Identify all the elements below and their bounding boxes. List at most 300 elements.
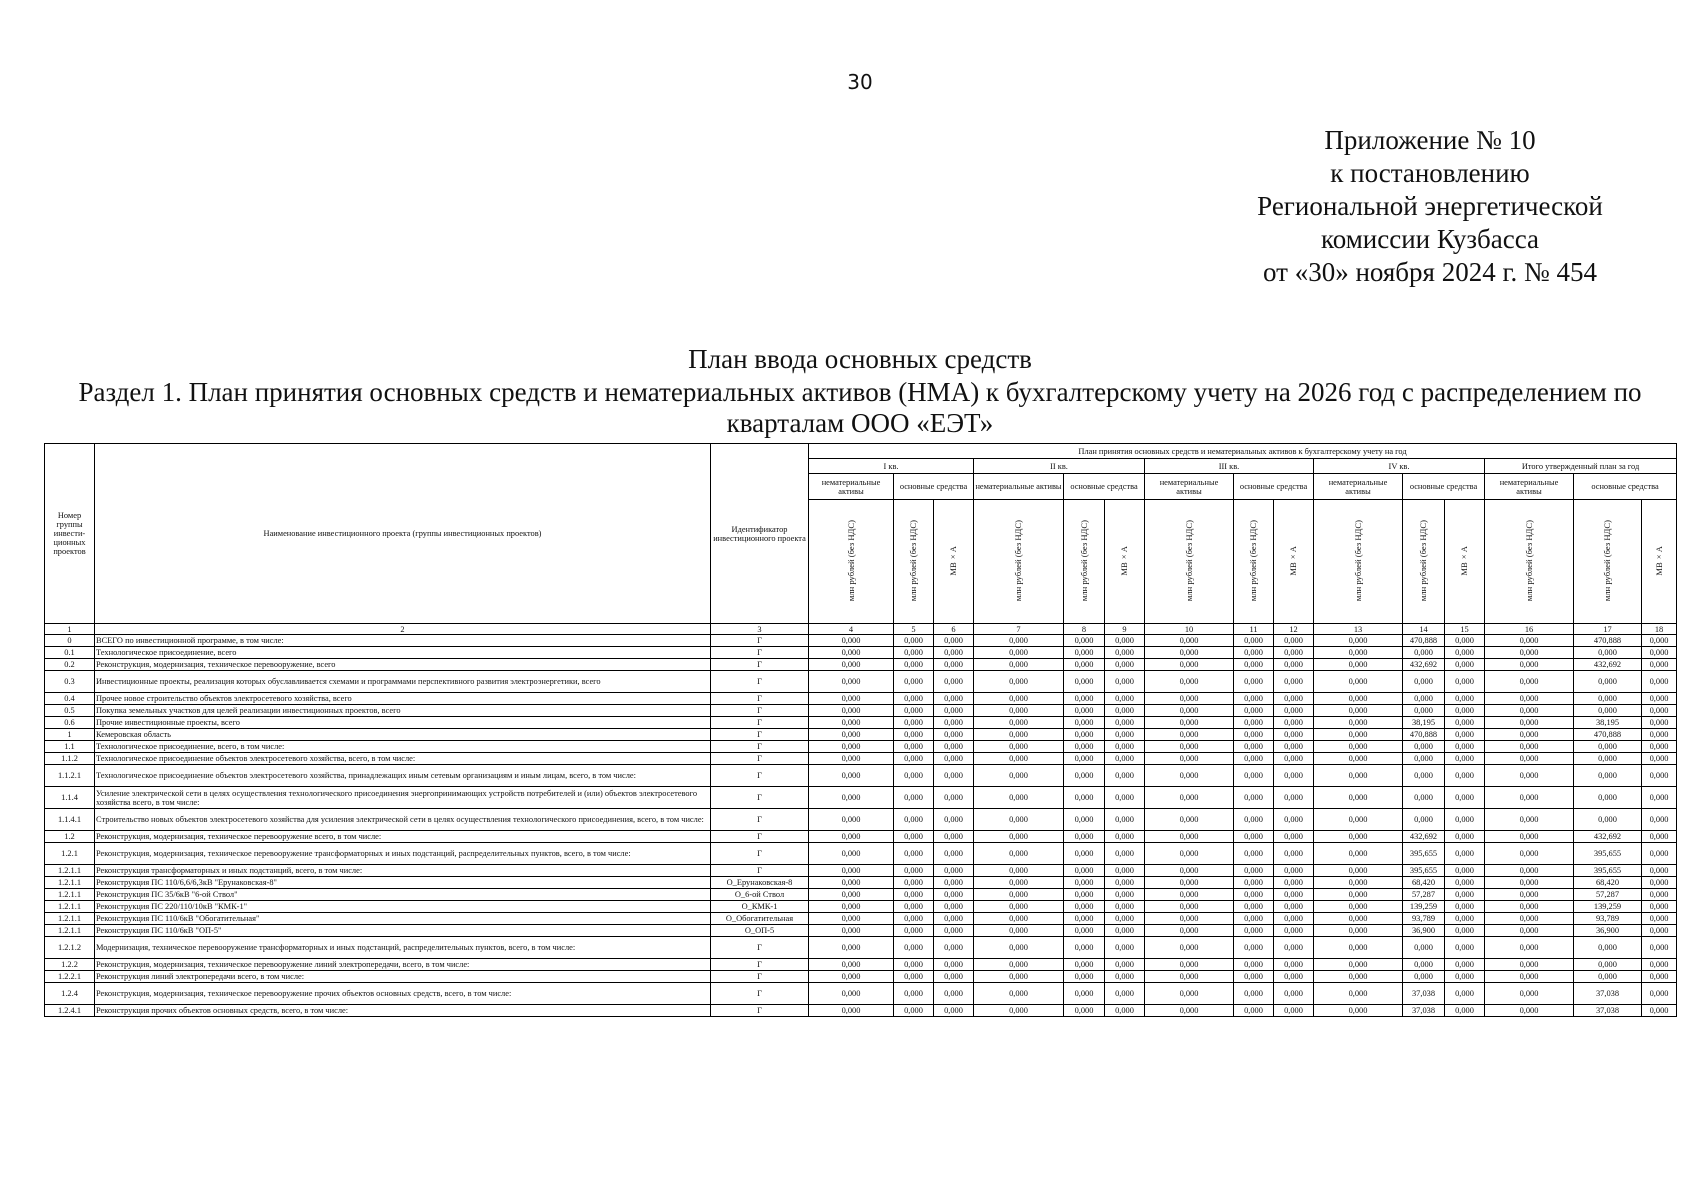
row-value: 0,000 — [1145, 937, 1234, 959]
row-value: 0,000 — [1485, 937, 1574, 959]
row-value: 0,000 — [1064, 937, 1105, 959]
row-identifier: Г — [711, 959, 809, 971]
row-number: 0.6 — [45, 717, 95, 729]
row-value: 0,000 — [894, 901, 934, 913]
table-row — [45, 765, 1677, 787]
row-value: 0,000 — [1234, 959, 1274, 971]
row-value: 0,000 — [1274, 635, 1314, 647]
row-value: 0,000 — [1642, 971, 1677, 983]
row-value: 0,000 — [934, 925, 974, 937]
row-value: 0,000 — [1274, 717, 1314, 729]
column-number: 16 — [1485, 624, 1574, 635]
row-value: 0,000 — [1445, 729, 1485, 741]
header-quarter: II кв. — [974, 459, 1145, 474]
row-number: 1.1.2 — [45, 753, 95, 765]
row-identifier: Г — [711, 647, 809, 659]
row-value: 0,000 — [1574, 753, 1642, 765]
row-value: 0,000 — [934, 865, 974, 877]
row-value: 0,000 — [809, 831, 894, 843]
row-number: 0.3 — [45, 671, 95, 693]
row-value: 0,000 — [1274, 753, 1314, 765]
row-value: 0,000 — [1064, 753, 1105, 765]
row-identifier: Г — [711, 635, 809, 647]
row-value: 0,000 — [1064, 693, 1105, 705]
row-value: 0,000 — [1485, 901, 1574, 913]
row-value: 432,692 — [1574, 659, 1642, 671]
row-value: 0,000 — [1274, 693, 1314, 705]
appendix-line: Региональной энергетической — [1257, 191, 1603, 221]
row-value: 0,000 — [974, 693, 1064, 705]
row-value: 0,000 — [1445, 671, 1485, 693]
column-number: 14 — [1403, 624, 1445, 635]
row-value: 0,000 — [1274, 831, 1314, 843]
row-value: 0,000 — [1485, 753, 1574, 765]
row-value: 395,655 — [1574, 843, 1642, 865]
row-value: 0,000 — [1064, 831, 1105, 843]
row-identifier: Г — [711, 659, 809, 671]
table-row — [45, 729, 1677, 741]
row-value: 0,000 — [1234, 901, 1274, 913]
row-value: 0,000 — [1445, 877, 1485, 889]
header-fixed: основные средства — [1574, 474, 1677, 500]
table-row — [45, 971, 1677, 983]
row-value: 0,000 — [894, 647, 934, 659]
row-value: 0,000 — [1145, 753, 1234, 765]
row-value: 0,000 — [894, 877, 934, 889]
header-quarter: III кв. — [1145, 459, 1314, 474]
row-value: 0,000 — [1145, 865, 1234, 877]
row-value: 0,000 — [1314, 983, 1403, 1005]
row-value: 0,000 — [1485, 913, 1574, 925]
row-value: 0,000 — [974, 765, 1064, 787]
row-value: 0,000 — [1064, 971, 1105, 983]
appendix-line: Приложение № 10 — [1324, 125, 1536, 155]
row-value: 38,195 — [1403, 717, 1445, 729]
row-value: 0,000 — [1105, 741, 1145, 753]
row-number: 1.2.4.1 — [45, 1005, 95, 1017]
row-value: 0,000 — [1105, 809, 1145, 831]
row-project-name: Реконструкция ПС 110/6,6/6,3кВ "Ерунаковская-8" — [95, 877, 711, 889]
row-value: 0,000 — [974, 925, 1064, 937]
row-value: 0,000 — [894, 753, 934, 765]
row-number: 0.5 — [45, 705, 95, 717]
row-value: 0,000 — [1574, 959, 1642, 971]
row-value: 0,000 — [934, 831, 974, 843]
row-value: 0,000 — [1145, 1005, 1234, 1017]
row-value: 0,000 — [1485, 693, 1574, 705]
row-value: 0,000 — [1403, 693, 1445, 705]
row-value: 0,000 — [1105, 659, 1145, 671]
row-value: 0,000 — [934, 901, 974, 913]
row-value: 470,888 — [1403, 729, 1445, 741]
row-value: 37,038 — [1403, 983, 1445, 1005]
header-plan-title: План принятия основных средств и нематериальных активов к бухгалтерскому учету на год — [809, 444, 1677, 459]
row-number: 1.1 — [45, 741, 95, 753]
row-value: 0,000 — [809, 913, 894, 925]
row-project-name: Реконструкция ПС 35/6кВ "6-ой Ствол" — [95, 889, 711, 901]
row-value: 0,000 — [1105, 693, 1145, 705]
row-number: 1.2.1 — [45, 843, 95, 865]
row-value: 0,000 — [1145, 889, 1234, 901]
row-value: 0,000 — [1064, 635, 1105, 647]
row-identifier: Г — [711, 717, 809, 729]
row-value: 0,000 — [1064, 659, 1105, 671]
row-value: 0,000 — [1403, 787, 1445, 809]
row-value: 0,000 — [1445, 765, 1485, 787]
page-number: 30 — [847, 70, 873, 94]
row-value: 0,000 — [1445, 705, 1485, 717]
row-value: 0,000 — [809, 1005, 894, 1017]
row-value: 0,000 — [1642, 865, 1677, 877]
row-value: 0,000 — [1105, 705, 1145, 717]
row-value: 0,000 — [934, 705, 974, 717]
header-unit-mln: млн рублей (без НДС) — [894, 500, 934, 624]
row-project-name: Технологическое присоединение объектов электросетевого хозяйства, принадлежащих иным сетевым организациям и иным лицам, всего, в том числе: — [95, 765, 711, 787]
row-value: 0,000 — [1064, 925, 1105, 937]
row-value: 0,000 — [1145, 983, 1234, 1005]
row-value: 0,000 — [1445, 831, 1485, 843]
column-number-row — [45, 624, 1677, 635]
row-value: 0,000 — [894, 971, 934, 983]
row-value: 0,000 — [1234, 693, 1274, 705]
row-value: 0,000 — [1403, 937, 1445, 959]
row-value: 0,000 — [809, 889, 894, 901]
row-value: 0,000 — [1642, 831, 1677, 843]
row-value: 0,000 — [1064, 901, 1105, 913]
row-value: 0,000 — [1642, 983, 1677, 1005]
row-value: 0,000 — [934, 877, 974, 889]
row-number: 1.1.2.1 — [45, 765, 95, 787]
row-project-name: Реконструкция, модернизация, техническое перевооружение прочих объектов основных средств, всего, в том числе: — [95, 983, 711, 1005]
row-project-name: Реконструкция ПС 220/110/10кВ "КМК-1" — [95, 901, 711, 913]
row-value: 0,000 — [1274, 925, 1314, 937]
table-row — [45, 787, 1677, 809]
row-value: 0,000 — [1234, 717, 1274, 729]
row-value: 0,000 — [1445, 865, 1485, 877]
header-unit-mva: МВ×А — [1445, 500, 1485, 624]
row-value: 0,000 — [1274, 937, 1314, 959]
row-number: 1.1.4 — [45, 787, 95, 809]
row-value: 0,000 — [809, 809, 894, 831]
row-number: 0 — [45, 635, 95, 647]
row-value: 0,000 — [894, 693, 934, 705]
row-value: 0,000 — [809, 959, 894, 971]
row-value: 0,000 — [1314, 705, 1403, 717]
row-value: 0,000 — [974, 865, 1064, 877]
row-value: 0,000 — [1064, 765, 1105, 787]
row-value: 0,000 — [1445, 809, 1485, 831]
row-value: 0,000 — [1642, 877, 1677, 889]
table-row — [45, 717, 1677, 729]
row-value: 0,000 — [1234, 983, 1274, 1005]
row-value: 0,000 — [974, 671, 1064, 693]
row-value: 0,000 — [1403, 765, 1445, 787]
row-value: 0,000 — [894, 717, 934, 729]
row-value: 0,000 — [1145, 659, 1234, 671]
table-body — [45, 635, 1677, 1017]
row-project-name: Реконструкция трансформаторных и иных подстанций, всего, в том числе: — [95, 865, 711, 877]
column-number: 15 — [1445, 624, 1485, 635]
row-value: 0,000 — [1485, 971, 1574, 983]
row-value: 0,000 — [1485, 647, 1574, 659]
row-value: 0,000 — [974, 959, 1064, 971]
row-value: 38,195 — [1574, 717, 1642, 729]
row-value: 0,000 — [1145, 765, 1234, 787]
column-number: 8 — [1064, 624, 1105, 635]
row-value: 0,000 — [1064, 647, 1105, 659]
row-value: 0,000 — [1403, 753, 1445, 765]
row-value: 0,000 — [1105, 647, 1145, 659]
header-unit-mln: млн рублей (без НДС) — [809, 500, 894, 624]
header-intangible: нематериальные активы — [1145, 474, 1234, 500]
row-value: 0,000 — [1642, 705, 1677, 717]
row-value: 0,000 — [934, 983, 974, 1005]
row-value: 0,000 — [1642, 1005, 1677, 1017]
row-value: 0,000 — [1064, 843, 1105, 865]
header-unit-mln: млн рублей (без НДС) — [1145, 500, 1234, 624]
row-value: 0,000 — [1064, 913, 1105, 925]
row-value: 0,000 — [1274, 705, 1314, 717]
row-value: 0,000 — [1105, 729, 1145, 741]
header-intangible: нематериальные активы — [809, 474, 894, 500]
row-project-name: Модернизация, техническое перевооружение трансформаторных и иных подстанций, распределительных пунктов, всего, в том числе: — [95, 937, 711, 959]
row-value: 0,000 — [1274, 809, 1314, 831]
row-value: 57,287 — [1403, 889, 1445, 901]
row-value: 0,000 — [809, 741, 894, 753]
row-value: 0,000 — [974, 877, 1064, 889]
row-value: 0,000 — [809, 717, 894, 729]
table-row — [45, 741, 1677, 753]
row-value: 0,000 — [894, 705, 934, 717]
row-value: 0,000 — [809, 693, 894, 705]
row-value: 0,000 — [1105, 971, 1145, 983]
row-value: 0,000 — [1234, 913, 1274, 925]
row-value: 0,000 — [1314, 809, 1403, 831]
row-value: 0,000 — [1642, 889, 1677, 901]
row-value: 0,000 — [934, 671, 974, 693]
row-value: 0,000 — [1064, 787, 1105, 809]
row-number: 1.2 — [45, 831, 95, 843]
row-identifier: Г — [711, 753, 809, 765]
row-value: 0,000 — [894, 635, 934, 647]
row-value: 0,000 — [809, 647, 894, 659]
row-value: 0,000 — [1642, 693, 1677, 705]
row-value: 0,000 — [1274, 865, 1314, 877]
row-value: 139,259 — [1403, 901, 1445, 913]
row-value: 0,000 — [809, 925, 894, 937]
table-row — [45, 753, 1677, 765]
row-value: 0,000 — [1234, 889, 1274, 901]
row-value: 0,000 — [1314, 865, 1403, 877]
row-value: 0,000 — [1314, 647, 1403, 659]
row-number: 0.2 — [45, 659, 95, 671]
row-value: 0,000 — [974, 913, 1064, 925]
row-value: 0,000 — [1642, 913, 1677, 925]
header-quarter: IV кв. — [1314, 459, 1485, 474]
row-value: 0,000 — [1105, 843, 1145, 865]
row-value: 0,000 — [1234, 659, 1274, 671]
row-value: 0,000 — [1574, 971, 1642, 983]
appendix-line: от «30» ноября 2024 г. № 454 — [1263, 257, 1597, 287]
row-value: 36,900 — [1574, 925, 1642, 937]
column-number: 2 — [95, 624, 711, 635]
header-unit-mva: МВ×А — [1274, 500, 1314, 624]
row-value: 0,000 — [1234, 1005, 1274, 1017]
column-number: 17 — [1574, 624, 1642, 635]
table-row — [45, 901, 1677, 913]
row-value: 0,000 — [1274, 1005, 1314, 1017]
row-value: 0,000 — [1234, 705, 1274, 717]
row-project-name: Покупка земельных участков для целей реализации инвестиционных проектов, всего — [95, 705, 711, 717]
row-value: 0,000 — [1445, 901, 1485, 913]
row-value: 0,000 — [1314, 959, 1403, 971]
row-value: 0,000 — [1274, 741, 1314, 753]
row-value: 0,000 — [1064, 729, 1105, 741]
row-value: 0,000 — [1314, 971, 1403, 983]
row-project-name: Технологическое присоединение, всего — [95, 647, 711, 659]
row-project-name: Кемеровская область — [95, 729, 711, 741]
header-fixed: основные средства — [1403, 474, 1485, 500]
row-value: 0,000 — [894, 765, 934, 787]
row-value: 0,000 — [1445, 843, 1485, 865]
document-subtitle: Раздел 1. План принятия основных средств и нематериальных активов (НМА) к бухгалтерскому учету на 2026 год с распределением по кварталам ООО «ЕЭТ» — [78, 377, 1642, 438]
row-value: 0,000 — [1445, 937, 1485, 959]
row-value: 0,000 — [894, 865, 934, 877]
row-value: 0,000 — [1064, 1005, 1105, 1017]
row-value: 0,000 — [809, 765, 894, 787]
row-value: 0,000 — [1274, 913, 1314, 925]
header-quarter: Итого утвержденный план за год — [1485, 459, 1677, 474]
row-value: 0,000 — [1274, 787, 1314, 809]
column-number: 13 — [1314, 624, 1403, 635]
column-number: 3 — [711, 624, 809, 635]
row-value: 0,000 — [894, 959, 934, 971]
row-value: 0,000 — [1234, 877, 1274, 889]
row-value: 0,000 — [1445, 741, 1485, 753]
row-number: 1.2.1.2 — [45, 937, 95, 959]
row-value: 0,000 — [1234, 843, 1274, 865]
row-project-name: Реконструкция ПС 110/6кВ "Обогатительная" — [95, 913, 711, 925]
table-row — [45, 877, 1677, 889]
row-value: 0,000 — [1642, 901, 1677, 913]
row-value: 57,287 — [1574, 889, 1642, 901]
row-value: 395,655 — [1403, 843, 1445, 865]
row-value: 0,000 — [894, 889, 934, 901]
row-value: 0,000 — [1485, 889, 1574, 901]
row-value: 0,000 — [809, 705, 894, 717]
row-identifier: Г — [711, 705, 809, 717]
row-identifier: Г — [711, 741, 809, 753]
row-value: 0,000 — [934, 809, 974, 831]
row-value: 0,000 — [1274, 671, 1314, 693]
row-value: 0,000 — [1445, 635, 1485, 647]
row-value: 0,000 — [974, 741, 1064, 753]
row-value: 0,000 — [1064, 809, 1105, 831]
row-identifier: Г — [711, 971, 809, 983]
row-value: 0,000 — [1145, 693, 1234, 705]
row-value: 0,000 — [974, 753, 1064, 765]
row-value: 0,000 — [1574, 693, 1642, 705]
row-value: 0,000 — [1445, 647, 1485, 659]
row-value: 0,000 — [1485, 741, 1574, 753]
row-value: 0,000 — [1064, 877, 1105, 889]
row-identifier: О_6-ой Ствол — [711, 889, 809, 901]
row-number: 1.2.1.1 — [45, 865, 95, 877]
row-value: 0,000 — [1485, 959, 1574, 971]
row-value: 0,000 — [1403, 971, 1445, 983]
row-value: 0,000 — [1485, 877, 1574, 889]
column-number: 7 — [974, 624, 1064, 635]
row-value: 0,000 — [1234, 635, 1274, 647]
row-value: 0,000 — [934, 959, 974, 971]
row-value: 0,000 — [894, 659, 934, 671]
appendix-line: к постановлению — [1330, 158, 1530, 188]
row-value: 0,000 — [1574, 647, 1642, 659]
row-project-name: Реконструкция прочих объектов основных средств, всего, в том числе: — [95, 1005, 711, 1017]
row-value: 0,000 — [1574, 671, 1642, 693]
table-row — [45, 925, 1677, 937]
row-value: 0,000 — [1105, 925, 1145, 937]
row-value: 432,692 — [1403, 831, 1445, 843]
row-value: 0,000 — [1574, 787, 1642, 809]
row-value: 0,000 — [894, 937, 934, 959]
row-value: 0,000 — [1234, 787, 1274, 809]
row-value: 0,000 — [1485, 809, 1574, 831]
row-value: 0,000 — [1485, 765, 1574, 787]
row-value: 0,000 — [1145, 843, 1234, 865]
row-identifier: Г — [711, 765, 809, 787]
row-value: 0,000 — [1314, 765, 1403, 787]
row-value: 0,000 — [1642, 959, 1677, 971]
row-value: 432,692 — [1403, 659, 1445, 671]
row-value: 0,000 — [934, 741, 974, 753]
row-value: 0,000 — [934, 937, 974, 959]
row-value: 470,888 — [1574, 729, 1642, 741]
row-value: 0,000 — [1064, 959, 1105, 971]
row-value: 68,420 — [1403, 877, 1445, 889]
row-value: 0,000 — [1105, 959, 1145, 971]
row-value: 0,000 — [809, 937, 894, 959]
row-value: 0,000 — [1105, 913, 1145, 925]
row-number: 1.2.1.1 — [45, 901, 95, 913]
document-title: План ввода основных средств — [688, 344, 1032, 374]
row-value: 0,000 — [1145, 809, 1234, 831]
row-value: 0,000 — [1642, 925, 1677, 937]
row-value: 0,000 — [1403, 671, 1445, 693]
row-value: 0,000 — [1445, 717, 1485, 729]
row-value: 0,000 — [809, 971, 894, 983]
row-value: 0,000 — [1642, 937, 1677, 959]
row-value: 0,000 — [1064, 865, 1105, 877]
row-value: 0,000 — [1274, 647, 1314, 659]
row-identifier: Г — [711, 787, 809, 809]
row-value: 395,655 — [1403, 865, 1445, 877]
row-value: 0,000 — [974, 647, 1064, 659]
row-value: 0,000 — [1145, 647, 1234, 659]
column-number: 18 — [1642, 624, 1677, 635]
row-value: 0,000 — [934, 1005, 974, 1017]
row-value: 0,000 — [1314, 671, 1403, 693]
row-value: 0,000 — [1234, 831, 1274, 843]
row-value: 0,000 — [1274, 971, 1314, 983]
row-value: 0,000 — [1234, 865, 1274, 877]
header-unit-mln: млн рублей (без НДС) — [1314, 500, 1403, 624]
row-value: 395,655 — [1574, 865, 1642, 877]
row-value: 0,000 — [894, 913, 934, 925]
row-value: 0,000 — [1574, 937, 1642, 959]
row-project-name: Реконструкция, модернизация, техническое перевооружение, всего — [95, 659, 711, 671]
row-value: 0,000 — [1314, 889, 1403, 901]
